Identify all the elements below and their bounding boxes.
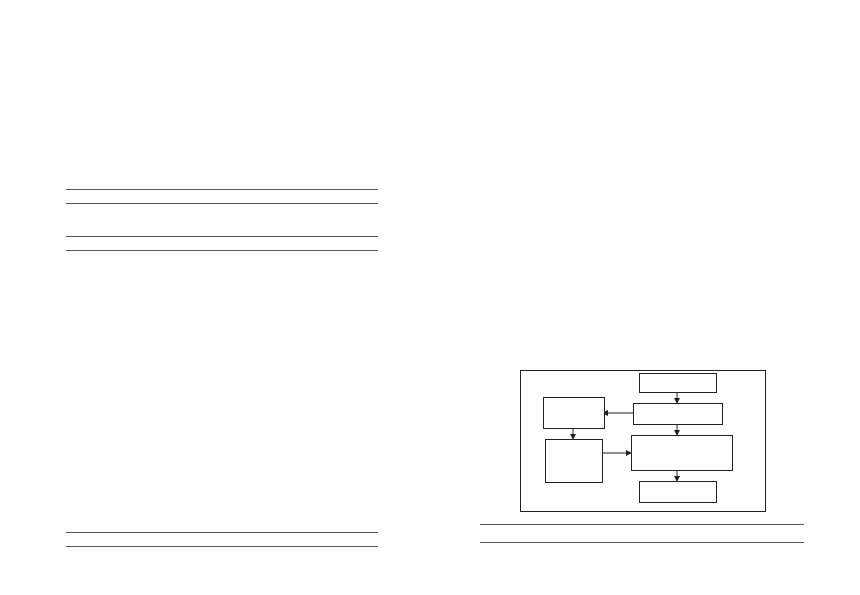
right-column xyxy=(480,40,804,560)
flowchart-login-success xyxy=(639,481,717,503)
answer-line xyxy=(66,236,378,237)
answer-line xyxy=(66,203,378,204)
left-column xyxy=(66,40,378,560)
answer-line xyxy=(480,524,804,525)
answer-line xyxy=(66,546,378,547)
login-flowchart xyxy=(520,370,766,512)
flowchart-student xyxy=(639,373,717,393)
flowchart-first-login xyxy=(633,403,723,425)
answer-line xyxy=(66,250,378,251)
answer-line xyxy=(480,542,804,543)
answer-line xyxy=(66,532,378,533)
answer-line xyxy=(66,189,378,190)
flowchart-fill-info xyxy=(545,439,603,483)
flowchart-enter-credentials xyxy=(631,435,733,471)
flowchart-click-register xyxy=(543,397,605,429)
